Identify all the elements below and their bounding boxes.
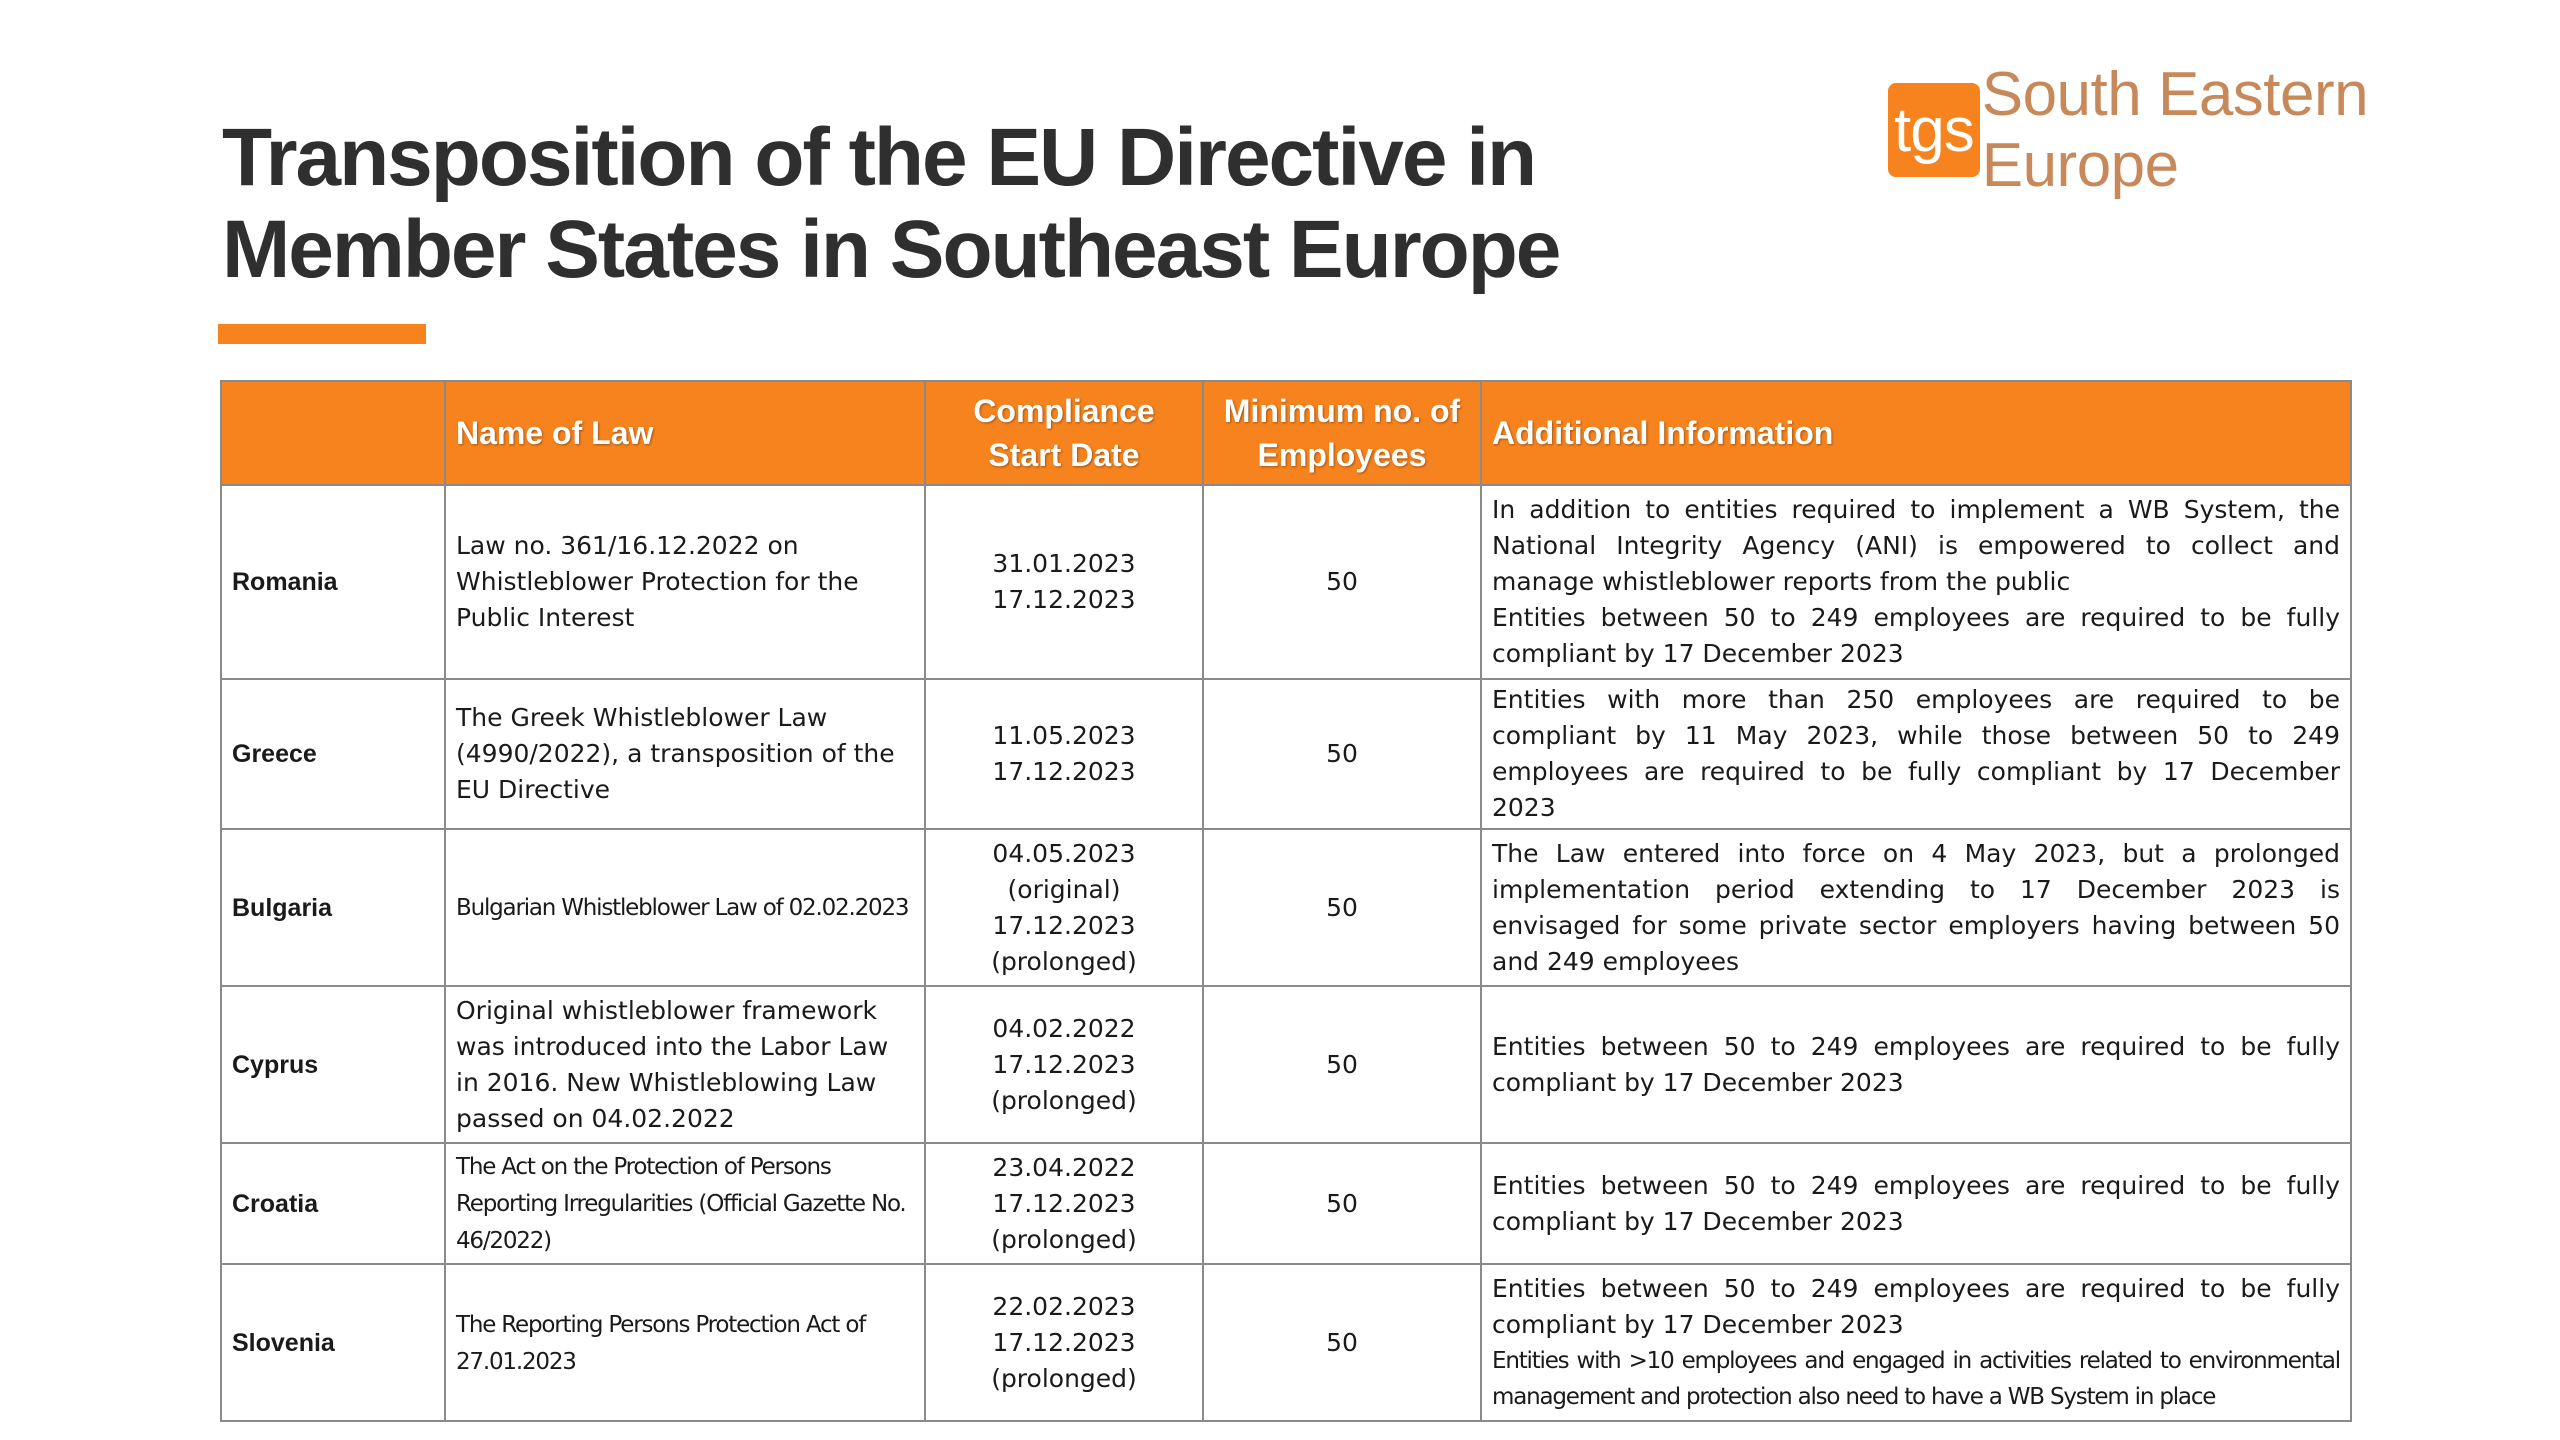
country-cell: Greece <box>221 679 445 829</box>
employees-cell: 50 <box>1203 1264 1481 1421</box>
info-paragraph: Entities with more than 250 employees are required to be compliant by 11 May 2023, while those between 50 to 249 employees are required to be fully compliant by 17 December 2023 <box>1492 685 2340 822</box>
date-cell <box>925 1143 1203 1264</box>
info-paragraph: Entities between 50 to 249 employees are required to be fully compliant by 17 December 2023 <box>1492 1170 2340 1236</box>
date-line: 17.12.2023 <box>992 585 1136 614</box>
date-line: (original) <box>1007 874 1121 904</box>
law-cell: The Greek Whistleblower Law (4990/2022), a transposition of the EU Directive <box>445 679 925 829</box>
info-paragraph: Entities between 50 to 249 employees are required to be fully compliant by 17 December 2023 <box>1492 603 2340 668</box>
header-employees-line-2: Employees <box>1257 437 1427 473</box>
date-line: 04.05.2023 <box>992 838 1136 868</box>
header-compliance-line-1: Compliance <box>973 393 1155 429</box>
employees-cell: 50 <box>1203 986 1481 1143</box>
info-cell <box>1481 679 2351 829</box>
header-country <box>221 381 445 485</box>
date-line: 17.12.2023 <box>992 1327 1136 1357</box>
law-text: Bulgarian Whistleblower Law of 02.02.2023 <box>456 895 909 921</box>
info-paragraph: Entities between 50 to 249 employees are required to be fully compliant by 17 December 2023 <box>1492 1031 2340 1097</box>
date-cell <box>925 986 1203 1143</box>
header-minimum-employees <box>1203 381 1481 485</box>
company-logo <box>1888 60 2560 200</box>
header-employees-line-1: Minimum no. of <box>1223 393 1461 429</box>
transposition-table <box>220 380 2352 1422</box>
country-cell: Cyprus <box>221 986 445 1143</box>
law-cell <box>445 1264 925 1421</box>
table-row <box>221 679 2351 829</box>
law-cell <box>445 1143 925 1264</box>
country-cell: Bulgaria <box>221 829 445 986</box>
page-title <box>222 112 1722 296</box>
date-cell <box>925 1264 1203 1421</box>
title-accent-bar <box>218 324 426 344</box>
info-cell <box>1481 1264 2351 1421</box>
header-compliance-line-2: Start Date <box>988 437 1140 473</box>
table-row <box>221 1264 2351 1421</box>
table-row <box>221 986 2351 1143</box>
title-line-2: Member States in Southeast Europe <box>222 204 1560 295</box>
date-line: (prolonged) <box>991 946 1137 976</box>
date-line: 31.01.2023 <box>992 549 1136 578</box>
date-line: (prolonged) <box>991 1085 1137 1115</box>
employees-cell: 50 <box>1203 829 1481 986</box>
date-line: 17.12.2023 <box>992 1188 1136 1218</box>
info-paragraph: The Law entered into force on 4 May 2023, but a prolonged implementation period extending to 17 December 2023 is envisaged for some private sector employers having between 50 and 249 employees <box>1492 838 2340 976</box>
date-cell <box>925 829 1203 986</box>
table-row <box>221 485 2351 679</box>
date-line: 22.02.2023 <box>992 1291 1136 1321</box>
logo-text: South Eastern Europe <box>1981 60 2369 200</box>
date-line: 04.02.2022 <box>992 1013 1136 1043</box>
country-cell: Croatia <box>221 1143 445 1264</box>
logo-mark: tgs <box>1888 83 1980 177</box>
title-line-1: Transposition of the EU Directive in <box>222 112 1536 203</box>
header-compliance-start-date <box>925 381 1203 485</box>
header-additional-information: Additional Information <box>1481 381 2351 485</box>
law-cell: Original whistleblower framework was introduced into the Labor Law in 2016. New Whistleblowing Law passed on 04.02.2022 <box>445 986 925 1143</box>
date-line: (prolonged) <box>991 1224 1137 1254</box>
info-cell <box>1481 1143 2351 1264</box>
date-cell <box>925 485 1203 679</box>
country-cell: Slovenia <box>221 1264 445 1421</box>
employees-cell: 50 <box>1203 679 1481 829</box>
table-row <box>221 829 2351 986</box>
info-cell <box>1481 485 2351 679</box>
date-line: 23.04.2022 <box>992 1152 1136 1182</box>
info-cell <box>1481 986 2351 1143</box>
employees-cell: 50 <box>1203 485 1481 679</box>
date-line: 11.05.2023 <box>992 721 1136 750</box>
employees-cell: 50 <box>1203 1143 1481 1264</box>
info-paragraph: In addition to entities required to implement a WB System, the National Integrity Agency (ANI) is empowered to collect and manage whistleblower reports from the public <box>1492 495 2340 596</box>
date-line: 17.12.2023 <box>992 910 1136 940</box>
table-header-row <box>221 381 2351 485</box>
date-line: (prolonged) <box>991 1363 1137 1393</box>
date-line: 17.12.2023 <box>992 1049 1136 1079</box>
country-cell: Romania <box>221 485 445 679</box>
date-cell <box>925 679 1203 829</box>
law-text: The Act on the Protection of Persons Reporting Irregularities (Official Gazette No. 46/2022) <box>456 1154 906 1254</box>
law-cell: Law no. 361/16.12.2022 on Whistleblower Protection for the Public Interest <box>445 485 925 679</box>
info-paragraph: Entities between 50 to 249 employees are required to be fully compliant by 17 December 2023 <box>1492 1273 2340 1339</box>
date-line: 17.12.2023 <box>992 757 1136 786</box>
header-name-of-law: Name of Law <box>445 381 925 485</box>
law-cell <box>445 829 925 986</box>
info-paragraph: Entities with >10 employees and engaged in activities related to environmental management and protection also need to have a WB System in place <box>1492 1347 2340 1410</box>
table-row <box>221 1143 2351 1264</box>
info-cell <box>1481 829 2351 986</box>
law-text: The Reporting Persons Protection Act of 27.01.2023 <box>456 1311 866 1375</box>
